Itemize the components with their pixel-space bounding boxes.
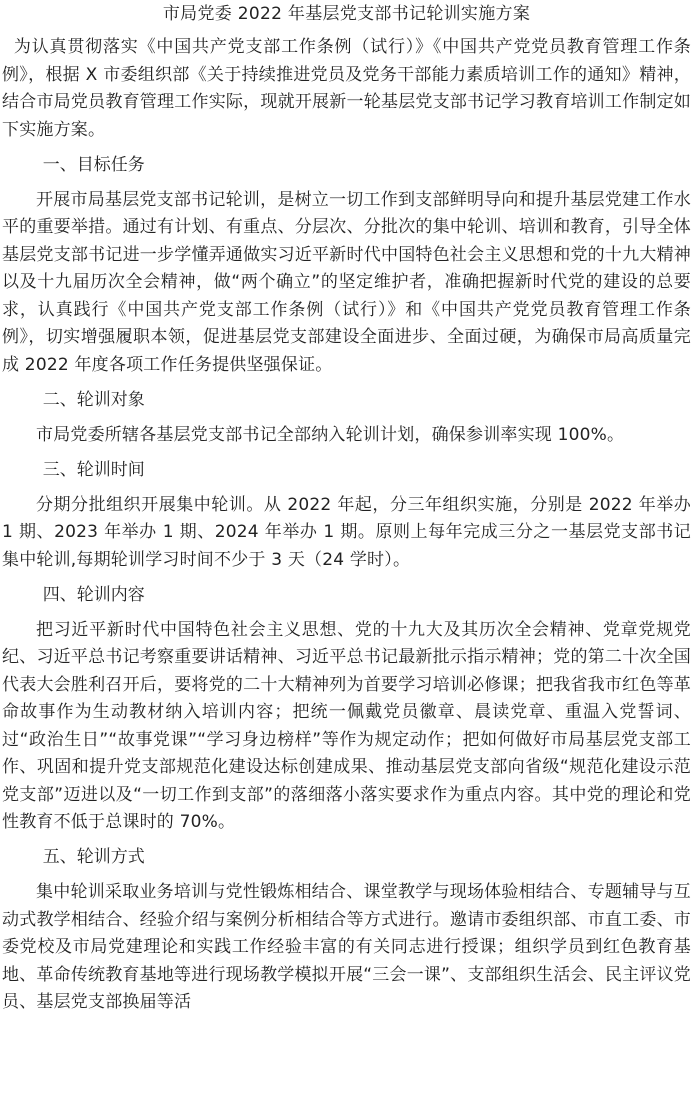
section-body-content: 把习近平新时代中国特色社会主义思想、党的十九大及其历次全会精神、党章党规党纪、习近平总书记考察重要讲话精神、习近平总书记最新批示指示精神；党的第二十次全国代表大会胜利召开后，要将党的二十大精神列为首要学习培训必修课；把我省我市红色等革命故事作为生动教材纳入培训内容；把统一佩戴党员徽章、晨读党章、重温入党誓词、过“政治生日”“故事党课”“学习身边榜样”等作为规定动作；把如何做好市局基层党支部工作、巩固和提升党支部规范化建设达标创建成果、推动基层党支部向省级“规范化建设示范党支部”迈进以及“一切工作到支部”的落细落小落实要求作为重点内容。其中党的理论和党性教育不低于总课时的 70%。 [2, 619, 691, 832]
intro-paragraph: 为认真贯彻落实《中国共产党支部工作条例（试行）》《中国共产党党员教育管理工作条例》，根据 X 市委组织部《关于持续推进党员及党务干部能力素质培训工作的通知》精神，结合市局党员教育管理工作实际，现就开展新一轮基层党支部书记学习教育培训工作制定如下实施方案。 [2, 37, 691, 140]
document-title: 市局党委 2022 年基层党支部书记轮训实施方案 [162, 4, 531, 24]
section-heading-targets: 二、轮训对象 [42, 389, 145, 410]
section-heading-schedule: 三、轮训时间 [42, 459, 145, 480]
section-body-targets: 市局党委所辖各基层党支部书记全部纳入轮训计划，确保参训率实现 100%。 [36, 424, 625, 445]
section-body-goals: 开展市局基层党支部书记轮训，是树立一切工作到支部鲜明导向和提升基层党建工作水平的重要举措。通过有计划、有重点、分层次、分批次的集中轮训、培训和教育，引导全体基层党支部书记进一步学懂弄通做实习近平新时代中国特色社会主义思想和党的十九大精神以及十九届历次全会精神，做“两个确立”的坚定维护者，准确把握新时代党的建设的总要求，认真践行《中国共产党支部工作条例（试行）》和《中国共产党党员教育管理工作条例》，切实增强履职本领，促进基层党支部建设全面进步、全面过硬，为确保市局高质量完成 2022 年度各项工作任务提供坚强保证。 [2, 189, 691, 375]
section-heading-content: 四、轮训内容 [42, 584, 145, 605]
section-body-method: 集中轮训采取业务培训与党性锻炼相结合、课堂教学与现场体验相结合、专题辅导与互动式教学相结合、经验介绍与案例分析相结合等方式进行。邀请市委组织部、市直工委、市委党校及市局党建理论和实践工作经验丰富的有关同志进行授课；组织学员到红色教育基地、革命传统教育基地等进行现场教学模拟开展“三会一课”、支部组织生活会、民主评议党员、基层党支部换届等活 [2, 882, 691, 1012]
section-body-schedule: 分期分批组织开展集中轮训。从 2022 年起，分三年组织实施，分别是 2022 年举办 1 期、2023 年举办 1 期、2024 年举办 1 期。原则上每年完成三分之一基层党支部书记集中轮训,每期轮训学习时间不少于 3 天（24 学时）。 [2, 494, 691, 570]
section-heading-method: 五、轮训方式 [42, 847, 145, 867]
section-heading-goals: 一、目标任务 [42, 154, 145, 175]
